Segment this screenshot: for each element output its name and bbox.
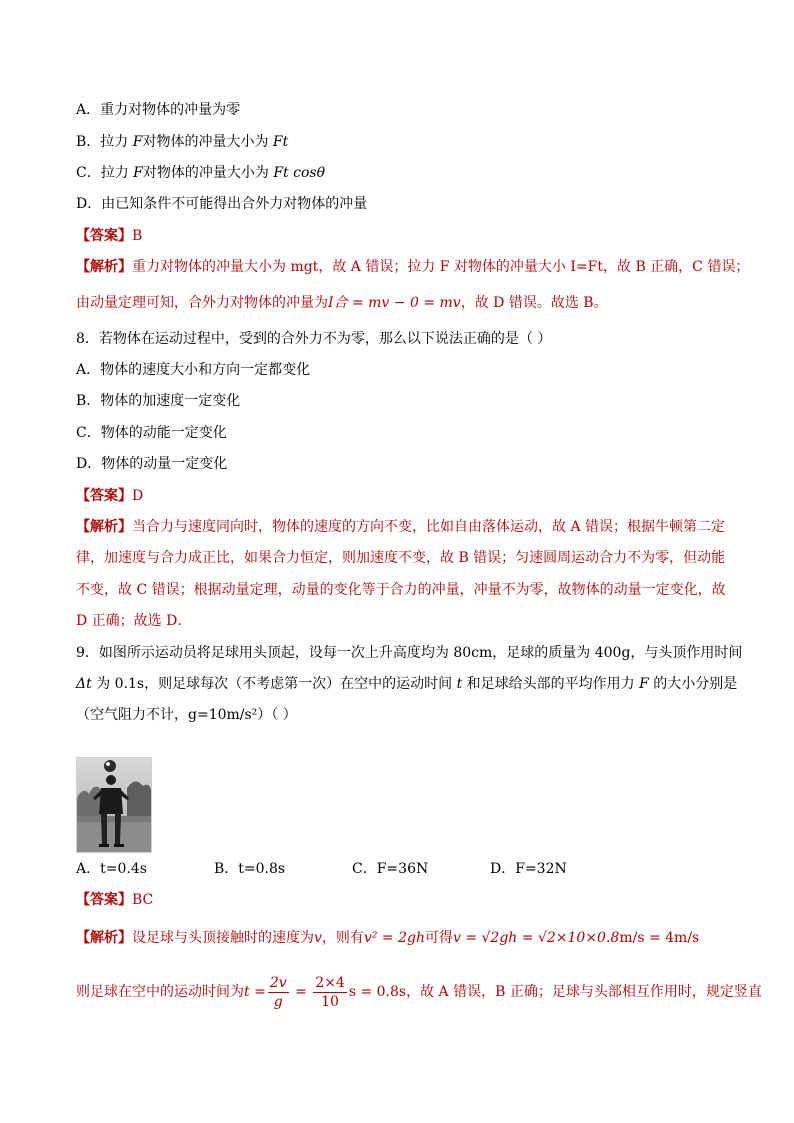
q9-analysis-line1 — [76, 928, 699, 948]
q8-answer-tag: 【答案】 — [76, 488, 132, 504]
q7-answer — [76, 226, 142, 246]
q7-option-b — [76, 132, 288, 152]
q7-option-c-var: F — [133, 165, 143, 181]
q8-answer — [76, 486, 143, 506]
q8-option-a: A．物体的速度大小和方向一定都变化 — [76, 362, 311, 378]
q9-answer — [76, 890, 153, 910]
q9-analysis-text1: 设足球与头顶接触时的速度为 — [132, 930, 314, 946]
q9-option-b: B．t=0.8s — [214, 861, 286, 877]
q9-stem-line1: 9．如图所示运动员将足球用头顶起，设每一次上升高度均为 80cm，足球的质量为 400g，与头顶作用时间 — [76, 645, 743, 661]
q8-analysis-line2: 律，加速度与合力成正比，如果合力恒定，则加速度不变，故 B 错误；匀速圆周运动合力不为零，但动能 — [76, 550, 726, 566]
q7-analysis-text2-end: ，故 D 错误。故选 B。 — [460, 295, 608, 311]
q9-analysis-eq2-unit: m/s = 4m/s — [619, 930, 700, 946]
q9-analysis-eq2: v = √2gh = √2×10×0.8 — [452, 930, 620, 946]
q7-option-c-expr: Ft cosθ — [273, 165, 326, 181]
q7-option-d: D．由已知条件不可能得出合外力对物体的冲量 — [76, 196, 368, 212]
q7-analysis-math: I合 = mv − 0 = mv — [328, 295, 461, 311]
q8-option-d: D．物体的动量一定变化 — [76, 456, 228, 472]
q7-option-c — [76, 163, 325, 183]
q9-frac1-den: g — [273, 993, 283, 1010]
q7-option-c-text: 对物体的冲量大小为 — [142, 165, 274, 181]
q9-frac2-den: 10 — [321, 993, 339, 1010]
q8-analysis-line1 — [76, 517, 725, 537]
q9-fraction-2 — [313, 974, 347, 1011]
q9-option-c: C．F=36N — [352, 861, 429, 877]
q9-option-a: A．t=0.4s — [76, 861, 147, 877]
q8-analysis-line4: D 正确；故选 D． — [76, 613, 192, 629]
q9-analysis-text2-end: ，故 A 错误，B 正确；足球与头部相互作用时，规定竖直 — [406, 984, 762, 1000]
q7-option-b-text: 对物体的冲量大小为 — [142, 134, 273, 150]
q8-option-b: B．物体的加速度一定变化 — [76, 393, 241, 409]
photo-illustration — [77, 758, 151, 852]
q7-analysis-tag: 【解析】 — [76, 259, 132, 275]
q9-stem-dt: Δt — [76, 676, 92, 692]
q8-analysis-text1: 当合力与速度同向时，物体的速度的方向不变，比如自由落体运动，故 A 错误；根据牛顿第二定 — [132, 519, 726, 535]
q7-analysis-text1: 重力对物体的冲量大小为 mgt，故 A 错误；拉力 F 对物体的冲量大小 I=Ft，故 B 正确，C 错误； — [132, 259, 750, 275]
q9-stem-t: t — [456, 676, 463, 692]
q7-option-b-prefix: B．拉力 — [76, 134, 133, 150]
q7-answer-tag: 【答案】 — [76, 228, 132, 244]
q9-analysis-tag: 【解析】 — [76, 930, 132, 946]
q9-option-d: D．F=32N — [490, 861, 567, 877]
q9-frac1-num: 2v — [269, 974, 287, 991]
q9-stem-line2 — [76, 674, 737, 694]
q9-stem-line3: （空气阻力不计，g=10m/s²）（ ） — [76, 707, 297, 723]
q9-stem-f: F — [639, 676, 649, 692]
q7-analysis-line2 — [76, 293, 608, 313]
q9-answer-tag: 【答案】 — [76, 892, 132, 908]
q8-option-c: C．物体的动能一定变化 — [76, 425, 227, 441]
q9-answer-value: BC — [132, 892, 154, 908]
q9-stem-text-b: 为 0.1s，则足球每次（不考虑第一次）在空中的运动时间 — [91, 676, 457, 692]
q9-analysis-v: v — [314, 930, 322, 946]
q8-answer-value: D — [132, 488, 144, 504]
q9-stem-text-d: 和足球给头部的平均作用力 — [462, 676, 640, 692]
q8-stem: 8．若物体在运动过程中，受到的合外力不为零，那么以下说法正确的是（ ） — [76, 331, 552, 347]
q7-option-b-expr: Ft — [272, 134, 289, 150]
q7-answer-value: B — [132, 228, 143, 244]
q8-analysis-tag: 【解析】 — [76, 519, 132, 535]
q9-analysis-mid: ，则有 — [321, 930, 364, 946]
q9-frac2-num: 2×4 — [315, 974, 345, 991]
q7-analysis-line1 — [76, 257, 749, 277]
q7-option-a: A．重力对物体的冲量为零 — [76, 102, 241, 118]
q9-analysis-eq1: v² = 2gh — [363, 930, 425, 946]
q9-fraction-1 — [268, 974, 289, 1011]
q9-analysis-t: t = — [244, 984, 266, 1000]
q7-option-c-prefix: C．拉力 — [76, 165, 134, 181]
q8-analysis-line3: 不变，故 C 错误；根据动量定理，动量的变化等于合力的冲量，冲量不为零，故物体的动量一定变化，故 — [76, 582, 726, 598]
q7-option-b-var: F — [132, 134, 143, 150]
q9-analysis-mid2: 可得 — [424, 930, 453, 946]
q9-analysis-text2: 则足球在空中的运动时间为 — [76, 984, 244, 1000]
q9-analysis-eqend: s = 0.8s — [348, 984, 407, 1000]
q9-analysis-line2: 则足球在空中的运动时间为t = $\frac{2v}{g}$ = $\frac{2\times 4}{10}$ s = 0.8s，故 A 错误，B 正确；足球与头部相互作用时，规定竖直 — [76, 974, 762, 1010]
q7-analysis-text2: 由动量定理可知，合外力对物体的冲量为 — [76, 295, 328, 311]
soccer-header-photo — [76, 757, 152, 853]
q9-stem-text-f: 的大小分别是 — [648, 676, 738, 692]
